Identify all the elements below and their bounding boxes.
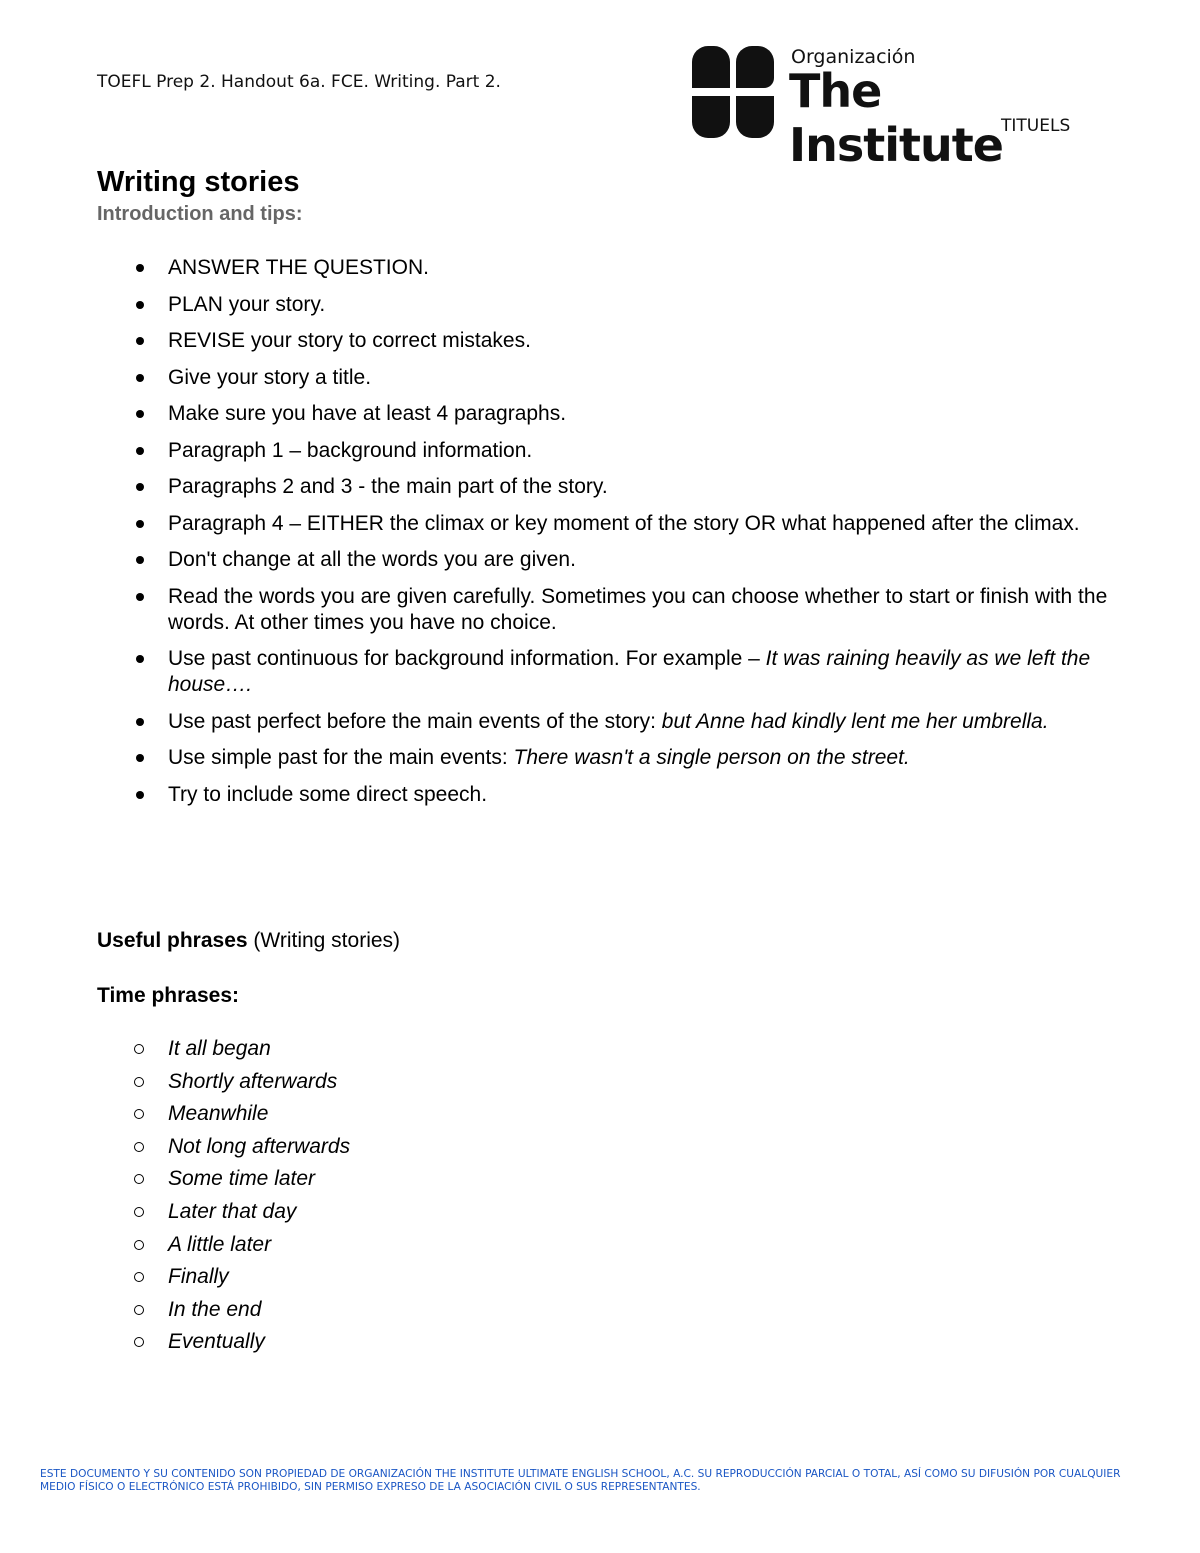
list-item [0,292,1150,318]
phrase-text: Meanwhile [168,1102,269,1126]
list-item [0,1264,350,1290]
list-item [0,255,1150,281]
bullet-icon [136,301,144,309]
list-item [0,438,1150,464]
bullet-icon [136,718,144,726]
tip-example: There wasn't a single person on the street. [513,746,910,769]
phrase-text: In the end [168,1297,262,1321]
bullet-icon [136,410,144,418]
phrase-text: Not long afterwards [168,1134,351,1158]
tip-text: Paragraphs 2 and 3 - the main part of the story. [168,475,608,498]
list-item [0,474,1150,500]
bullet-icon [136,593,144,601]
list-item [0,1036,350,1062]
bullet-icon [136,754,144,762]
list-item [0,328,1150,354]
tip-text: Read the words you are given carefully. Sometimes you can choose whether to start or finish with the words. At other times you have no choice. [168,584,1108,634]
time-phrases-list [0,1036,350,1362]
phrase-text: Some time later [168,1167,316,1191]
circle-bullet-icon [134,1337,144,1347]
tip-example: but Anne had kindly lent me her umbrella. [661,709,1049,733]
tip-text: REVISE your story to correct mistakes. [168,329,531,352]
list-item [0,1134,350,1160]
tip-example: It was raining heavily as we left the house…. [168,647,1091,696]
phrase-text: Shortly afterwards [168,1069,338,1093]
list-item [0,1199,350,1225]
tip-text: PLAN your story. [168,292,326,316]
list-item [0,646,1150,698]
tip-text: Use simple past for the main events: [168,746,514,769]
tip-text: ANSWER THE QUESTION. [168,256,429,279]
bullet-icon [136,447,144,455]
clover-logo-icon [688,44,778,140]
header-course-line: TOEFL Prep 2. Handout 6a. FCE. Writing. Part 2. [97,72,501,92]
page-title: Writing stories [97,166,300,198]
tip-text: Try to include some direct speech. [168,782,488,806]
list-item [0,365,1150,391]
phrase-text: It all began [168,1037,271,1060]
bullet-icon [136,556,144,564]
tip-text: Paragraph 4 – EITHER the climax or key moment of the story OR what happened after the climax. [168,511,1080,535]
circle-bullet-icon [134,1142,144,1152]
circle-bullet-icon [134,1240,144,1250]
bullet-icon [136,520,144,528]
circle-bullet-icon [134,1077,144,1087]
circle-bullet-icon [134,1109,144,1119]
copyright-footer: ESTE DOCUMENTO Y SU CONTENIDO SON PROPIEDAD DE ORGANIZACIÓN THE INSTITUTE ULTIMATE ENGLISH SCHOOL, A.C. SU REPRODUCCIÓN PARCIAL O TOTAL, ASÍ COMO SU DIFUSIÓN POR CUALQUIER MEDIO FÍSICO O ELECTRÓNICO ESTÁ PROHIBIDO, SIN PERMISO EXPRESO DE LA ASOCIACIÓN CIVIL O SUS REPRESENTANTES. [40,1468,1121,1493]
bullet-icon [136,655,144,663]
bullet-icon [136,791,144,799]
bullet-icon [136,374,144,382]
tip-text: Paragraph 1 – background information. [168,438,533,462]
page-subtitle: Introduction and tips: [97,203,303,225]
list-item [0,401,1150,427]
list-item [0,745,1150,771]
bullet-icon [136,337,144,345]
circle-bullet-icon [134,1207,144,1217]
tip-text: Give your story a title. [168,365,372,389]
circle-bullet-icon [134,1044,144,1054]
list-item [0,511,1150,537]
list-item [0,1232,350,1258]
phrase-text: Later that day [168,1199,297,1223]
logo-the-institute-text: The Institute [789,64,1003,172]
phrase-text: Finally [168,1265,229,1289]
list-item [0,709,1150,735]
list-item [0,547,1150,573]
tip-text: Make sure you have at least 4 paragraphs. [168,402,567,425]
list-item [0,782,1150,808]
list-item [0,584,1150,636]
logo-organizacion-text: Organización [791,46,916,68]
bullet-icon [136,264,144,272]
time-phrases-heading: Time phrases: [97,984,240,1007]
circle-bullet-icon [134,1174,144,1184]
tip-text: Use past continuous for background information. For example – [168,647,766,670]
list-item [0,1297,350,1323]
list-item [0,1329,350,1355]
list-item [0,1166,350,1192]
useful-phrases-bold: Useful phrases [97,929,248,952]
circle-bullet-icon [134,1305,144,1315]
list-item [0,1069,350,1095]
tip-text: Use past perfect before the main events of the story: [168,709,662,733]
tips-list [0,255,1150,818]
useful-phrases-rest: (Writing stories) [247,929,401,952]
tip-text: Don't change at all the words you are given. [168,548,576,571]
bullet-icon [136,483,144,491]
institute-logo [688,44,1098,172]
phrase-text: A little later [168,1232,272,1256]
logo-tituels-text: TITUELS [1001,116,1071,136]
list-item [0,1101,350,1127]
useful-phrases-heading [97,929,400,953]
phrase-text: Eventually [168,1330,265,1354]
circle-bullet-icon [134,1272,144,1282]
